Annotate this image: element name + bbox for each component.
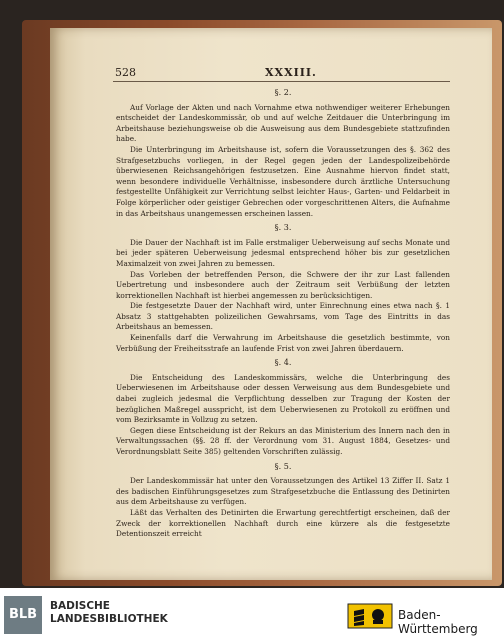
blb-logo[interactable]: BLB	[4, 596, 42, 634]
partner-name[interactable]: Baden-Württemberg	[398, 608, 478, 636]
section-5	[116, 462, 450, 540]
paragraph: Die Unterbringung im Arbeitshause ist, sofern die Voraussetzungen des §. 362 des Strafgesetzbuchs vorliegen, in der Regel gegen jeden der Landespolizeibehörde überwiesenen Reichsangehörigen festzusetzen. Eine Ausnahme hiervon findet statt, wenn besondere individuelle Verhältnisse, insbesondere durch ärztliche Untersuchung festgestellte Unfähigkeit zur Verrichtung selbst leichter Haus-, Garten- und Feldarbeit in Folge körperlicher oder geistiger Gebrechen oder vorgeschrittenen Alters, die Aufnahme in das Arbeitshaus unangemessen erscheinen lassen.	[116, 144, 450, 218]
running-title: XXXIII.	[265, 66, 317, 79]
coat-of-arms-icon	[346, 602, 394, 630]
section-heading: §. 2.	[274, 88, 292, 97]
paragraph: Das Vorleben der betreffenden Person, die Schwere der ihr zur Last fallenden Uebertretung und insbesondere auch der Zeitraum seit Verbüßung der letzten korrektionellen Nachhaft ist hierbei angemessen zu berücksichtigen.	[116, 269, 450, 300]
paragraph: Läßt das Verhalten des Detinirten die Erwartung gerechtfertigt erscheinen, daß der Zweck der korrektionellen Nachhaft durch eine kürzere als die festgesetzte Detentionszeit erreicht	[116, 507, 450, 539]
page-number: 528	[115, 66, 136, 79]
paragraph: Keinenfalls darf die Verwahrung im Arbeitshause die gesetzlich bestimmte, von Verbüßung der Freiheitsstrafe an laufende Frist von zwei Jahren überdauern.	[116, 333, 450, 353]
paragraph: Der Landeskommissär hat unter den Voraussetzungen des Artikel 13 Ziffer II. Satz 1 des badischen Einführungsgesetzes zum Strafgesetzbuche die Entlassung des Detinirten aus dem Arbeitshause zu verfügen.	[116, 476, 450, 507]
library-name	[50, 600, 168, 626]
paragraph: Die Entscheidung des Landeskommissärs, welche die Unterbringung des Ueberwiesenen im Arbeitshause oder dessen Verweisung aus dem Bundesgebiete und dabei zugleich jedesmal die Verpflichtung desselben zur Tragung der Kosten der bezüglichen Maßregel ausspricht, ist dem Ueberwiesenen zu Protokoll zu eröffnen und vom Bezirksamte in Vollzug zu setzen.	[116, 372, 450, 425]
section-heading: §. 5.	[274, 461, 292, 471]
section-2	[116, 88, 450, 219]
paragraph: Auf Vorlage der Akten und nach Vornahme etwa nothwendiger weiterer Erhebungen entscheidet der Landeskommissär, ob und auf welche Zeitdauer die Unterbringung im Arbeitshause beziehungsweise ob die Ausweisung aus dem Bundesgebiete stattzufinden habe.	[116, 102, 450, 144]
library-name-line2: LANDESBIBLIOTHEK	[50, 613, 168, 625]
section-heading: §. 3.	[274, 223, 292, 233]
header-rule	[113, 81, 450, 82]
library-name-line1: BADISCHE	[50, 600, 110, 612]
paragraph: Die festgesetzte Dauer der Nachhaft wird, unter Einrechnung eines etwa nach §. 1 Absatz 3 stattgehabten polizeilichen Gewahrsams, vom Tage des Eintritts in das Arbeitshaus an bemessen.	[116, 301, 450, 332]
page-body	[116, 84, 450, 540]
footer-bar	[0, 588, 504, 641]
section-3	[116, 223, 450, 354]
section-4	[116, 358, 450, 457]
section-heading: §. 4.	[274, 358, 292, 368]
paragraph: Gegen diese Entscheidung ist der Rekurs an das Ministerium des Innern nach den in Verwaltungssachen (§§. 28 ff. der Verordnung vom 31. August 1884, Gesetzes- und Verordnungsblatt Seite 385) geltenden Vorschriften zulässig.	[116, 425, 450, 456]
paragraph: Die Dauer der Nachhaft ist im Falle erstmaliger Ueberweisung auf sechs Monate und bei jeder späteren Ueberweisung jedesmal entsprechend höher bis zur gesetzlichen Maximalzeit von zwei Jahren zu bemessen.	[116, 237, 450, 268]
